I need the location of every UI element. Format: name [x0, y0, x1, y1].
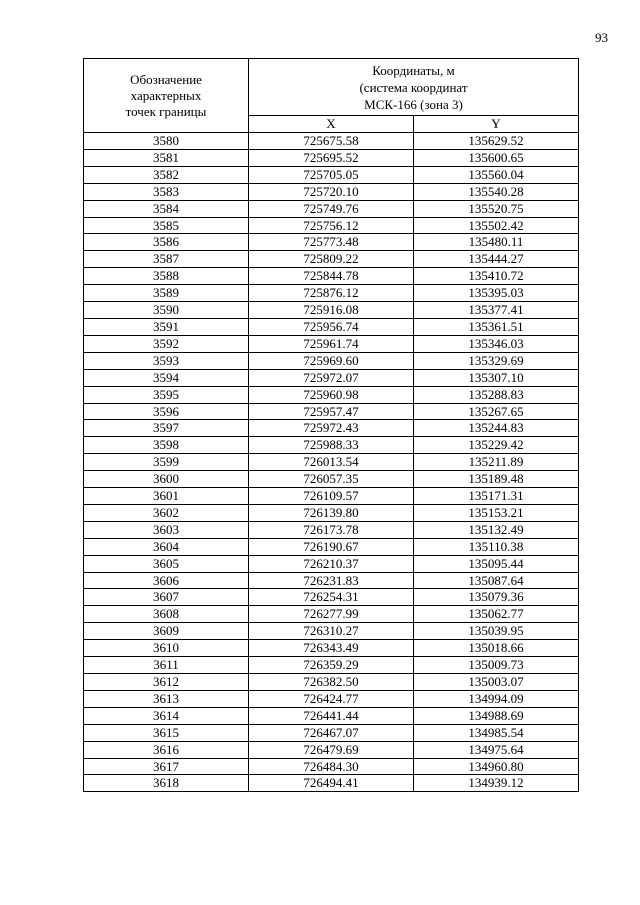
table-row [84, 369, 579, 386]
cell-x: 726484.30 [249, 758, 414, 775]
table-row [84, 572, 579, 589]
cell-point-id: 3592 [84, 335, 249, 352]
cell-point-id: 3588 [84, 268, 249, 285]
cell-x: 725969.60 [249, 352, 414, 369]
table-row [84, 488, 579, 505]
table-row [84, 133, 579, 150]
cell-y: 135267.65 [414, 403, 579, 420]
table-row [84, 234, 579, 251]
cell-y: 135153.21 [414, 504, 579, 521]
cell-point-id: 3587 [84, 251, 249, 268]
cell-y: 135003.07 [414, 674, 579, 691]
cell-point-id: 3581 [84, 149, 249, 166]
cell-y: 135288.83 [414, 386, 579, 403]
cell-y: 135132.49 [414, 521, 579, 538]
header-coordinates [249, 59, 579, 116]
cell-point-id: 3599 [84, 454, 249, 471]
cell-y: 135095.44 [414, 555, 579, 572]
cell-x: 725972.07 [249, 369, 414, 386]
cell-x: 726173.78 [249, 521, 414, 538]
cell-x: 725957.47 [249, 403, 414, 420]
table-row [84, 623, 579, 640]
cell-x: 725844.78 [249, 268, 414, 285]
cell-y: 135244.83 [414, 420, 579, 437]
cell-point-id: 3611 [84, 657, 249, 674]
cell-x: 726231.83 [249, 572, 414, 589]
table-row [84, 555, 579, 572]
cell-point-id: 3605 [84, 555, 249, 572]
cell-point-id: 3615 [84, 724, 249, 741]
table-row [84, 200, 579, 217]
table-row [84, 251, 579, 268]
cell-y: 134975.64 [414, 741, 579, 758]
cell-point-id: 3591 [84, 318, 249, 335]
cell-point-id: 3600 [84, 471, 249, 488]
cell-x: 726254.31 [249, 589, 414, 606]
cell-x: 726479.69 [249, 741, 414, 758]
cell-x: 726343.49 [249, 640, 414, 657]
cell-y: 135018.66 [414, 640, 579, 657]
cell-x: 726277.99 [249, 606, 414, 623]
cell-x: 726424.77 [249, 690, 414, 707]
table-row [84, 352, 579, 369]
cell-x: 725988.33 [249, 437, 414, 454]
cell-point-id: 3580 [84, 133, 249, 150]
table-row [84, 589, 579, 606]
cell-point-id: 3589 [84, 285, 249, 302]
cell-y: 135087.64 [414, 572, 579, 589]
cell-y: 135229.42 [414, 437, 579, 454]
cell-point-id: 3610 [84, 640, 249, 657]
cell-x: 726382.50 [249, 674, 414, 691]
cell-x: 725695.52 [249, 149, 414, 166]
table-row [84, 724, 579, 741]
header-point-label: Обозначение характерных точек границы [125, 71, 207, 119]
header-coordinates-label: Координаты, м (система координат МСК-166 (зона 3) [359, 62, 468, 112]
cell-x: 726441.44 [249, 707, 414, 724]
cell-x: 726310.27 [249, 623, 414, 640]
cell-x: 726013.54 [249, 454, 414, 471]
coordinates-table [83, 58, 579, 792]
page-number: 93 [595, 30, 608, 45]
cell-point-id: 3606 [84, 572, 249, 589]
cell-y: 134985.54 [414, 724, 579, 741]
cell-point-id: 3614 [84, 707, 249, 724]
table-row [84, 758, 579, 775]
cell-point-id: 3597 [84, 420, 249, 437]
cell-y: 135600.65 [414, 149, 579, 166]
table-row [84, 606, 579, 623]
cell-y: 134960.80 [414, 758, 579, 775]
cell-point-id: 3586 [84, 234, 249, 251]
cell-x: 725876.12 [249, 285, 414, 302]
table-row [84, 504, 579, 521]
table-row [84, 690, 579, 707]
cell-x: 725756.12 [249, 217, 414, 234]
table-row [84, 420, 579, 437]
cell-point-id: 3617 [84, 758, 249, 775]
cell-y: 135171.31 [414, 488, 579, 505]
cell-point-id: 3590 [84, 302, 249, 319]
cell-y: 135540.28 [414, 183, 579, 200]
cell-point-id: 3607 [84, 589, 249, 606]
cell-point-id: 3594 [84, 369, 249, 386]
cell-x: 725961.74 [249, 335, 414, 352]
cell-x: 726139.80 [249, 504, 414, 521]
cell-y: 135560.04 [414, 166, 579, 183]
table-row [84, 268, 579, 285]
cell-point-id: 3604 [84, 538, 249, 555]
table-row [84, 657, 579, 674]
table-row [84, 302, 579, 319]
cell-point-id: 3609 [84, 623, 249, 640]
cell-y: 135377.41 [414, 302, 579, 319]
cell-y: 135189.48 [414, 471, 579, 488]
cell-y: 135502.42 [414, 217, 579, 234]
cell-y: 134939.12 [414, 775, 579, 792]
cell-y: 135110.38 [414, 538, 579, 555]
cell-point-id: 3596 [84, 403, 249, 420]
cell-y: 135211.89 [414, 454, 579, 471]
table-row [84, 454, 579, 471]
table-row [84, 775, 579, 792]
table-row [84, 471, 579, 488]
cell-x: 725960.98 [249, 386, 414, 403]
cell-y: 135062.77 [414, 606, 579, 623]
table-body [84, 133, 579, 792]
cell-y: 135009.73 [414, 657, 579, 674]
cell-y: 135395.03 [414, 285, 579, 302]
cell-y: 135410.72 [414, 268, 579, 285]
cell-x: 725720.10 [249, 183, 414, 200]
table-row [84, 741, 579, 758]
cell-point-id: 3585 [84, 217, 249, 234]
cell-point-id: 3613 [84, 690, 249, 707]
table-row [84, 386, 579, 403]
table-row [84, 437, 579, 454]
cell-x: 725972.43 [249, 420, 414, 437]
cell-y: 134988.69 [414, 707, 579, 724]
cell-y: 135629.52 [414, 133, 579, 150]
table-row [84, 521, 579, 538]
cell-point-id: 3603 [84, 521, 249, 538]
cell-y: 135039.95 [414, 623, 579, 640]
header-point-designation [84, 59, 249, 133]
cell-x: 725916.08 [249, 302, 414, 319]
cell-point-id: 3593 [84, 352, 249, 369]
cell-x: 726109.57 [249, 488, 414, 505]
cell-point-id: 3616 [84, 741, 249, 758]
header-x: X [249, 116, 414, 133]
cell-y: 135480.11 [414, 234, 579, 251]
cell-x: 725675.58 [249, 133, 414, 150]
cell-y: 135361.51 [414, 318, 579, 335]
cell-y: 134994.09 [414, 690, 579, 707]
cell-x: 726494.41 [249, 775, 414, 792]
table-row [84, 335, 579, 352]
table-row [84, 640, 579, 657]
cell-y: 135346.03 [414, 335, 579, 352]
cell-y: 135329.69 [414, 352, 579, 369]
table-row [84, 538, 579, 555]
table-row [84, 674, 579, 691]
cell-x: 725705.05 [249, 166, 414, 183]
cell-point-id: 3584 [84, 200, 249, 217]
cell-point-id: 3582 [84, 166, 249, 183]
cell-y: 135307.10 [414, 369, 579, 386]
table-row [84, 183, 579, 200]
cell-point-id: 3612 [84, 674, 249, 691]
cell-point-id: 3618 [84, 775, 249, 792]
cell-x: 726359.29 [249, 657, 414, 674]
cell-y: 135444.27 [414, 251, 579, 268]
table-row [84, 166, 579, 183]
cell-x: 726467.07 [249, 724, 414, 741]
table-row [84, 318, 579, 335]
cell-point-id: 3595 [84, 386, 249, 403]
cell-point-id: 3608 [84, 606, 249, 623]
table-row [84, 403, 579, 420]
cell-y: 135520.75 [414, 200, 579, 217]
cell-y: 135079.36 [414, 589, 579, 606]
cell-point-id: 3602 [84, 504, 249, 521]
table-row [84, 217, 579, 234]
cell-point-id: 3601 [84, 488, 249, 505]
cell-x: 725749.76 [249, 200, 414, 217]
table-row [84, 285, 579, 302]
cell-point-id: 3598 [84, 437, 249, 454]
cell-x: 725773.48 [249, 234, 414, 251]
cell-x: 725956.74 [249, 318, 414, 335]
cell-point-id: 3583 [84, 183, 249, 200]
table-row [84, 707, 579, 724]
header-y: Y [414, 116, 579, 133]
cell-x: 726190.67 [249, 538, 414, 555]
cell-x: 726057.35 [249, 471, 414, 488]
cell-x: 726210.37 [249, 555, 414, 572]
cell-x: 725809.22 [249, 251, 414, 268]
table-row [84, 149, 579, 166]
